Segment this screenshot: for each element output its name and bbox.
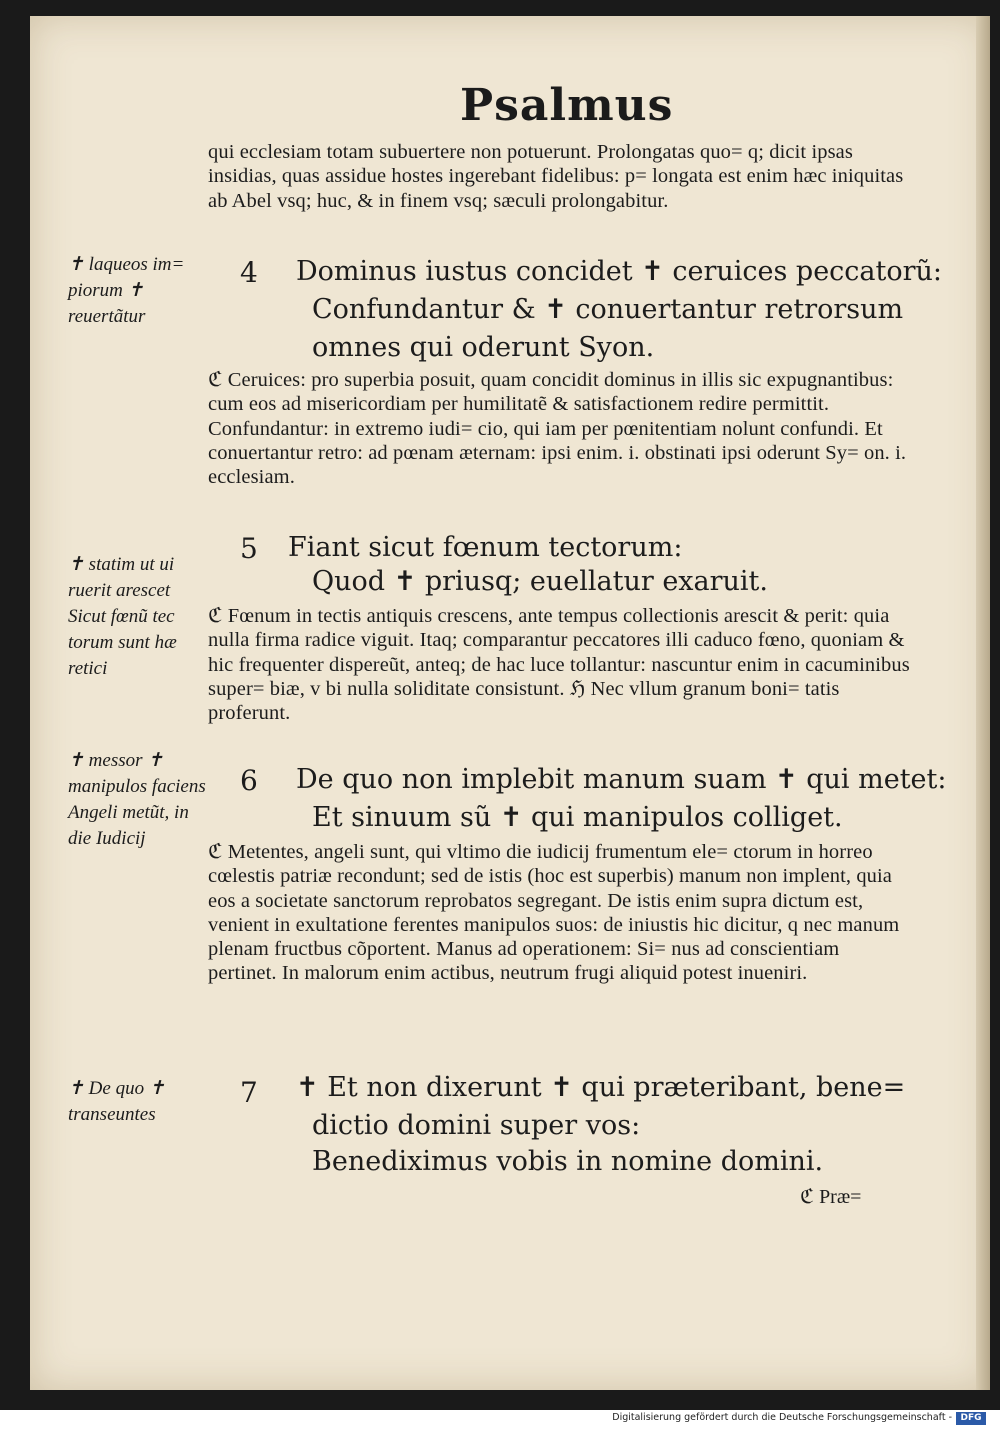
margin-note-4: ✝ De quo ✝ transeuntes bbox=[68, 1078, 165, 1125]
verse-line: Quod ✝ priusq; euellatur exaruit. bbox=[312, 566, 768, 597]
verse-line: Et sinuum sũ ✝ qui manipulos colliget. bbox=[312, 802, 843, 833]
opening-lines: qui ecclesiam totam subuertere non potuerunt. Prolongatas quo= q; dicit ipsas insidias, quas assidue hostes ingerebant fidelibus: p= longata est enim hæc iniquitas ab Abel vsq; huc, & in finem vsq; sæculi prolongabitur. bbox=[208, 141, 904, 212]
catchword: ℭ Præ= bbox=[800, 1186, 862, 1208]
verse-number: 7 bbox=[240, 1076, 258, 1109]
commentary: ℭ Fœnum in tectis antiquis crescens, ante tempus collectionis arescit & perit: quia nulla firma radice viguit. Itaq; comparantur peccatores illi caduco fœno, quoniam & hic frequenter dispereũt, anteq; de hac luce tollantur: nascuntur enim in cacuminibus super= biæ, v bi nulla soliditate consistunt. ℌ Nec vllum granum boni= tatis proferunt. bbox=[208, 605, 910, 725]
dfg-logo[interactable]: DFG bbox=[956, 1412, 986, 1425]
verse-line: Confundantur & ✝ conuertantur retrorsum bbox=[312, 294, 904, 325]
verse-line: Fiant sicut fœnum tectorum: bbox=[288, 532, 683, 563]
commentary: ℭ Ceruices: pro superbia posuit, quam concidit dominus in illis sic expugnantibus: cum eos ad misericordiam per humilitatẽ & satisfactionem redire permittit. Confundantur: in extremo iudi= cio, qui iam per pœnitentiam nolunt confundi. Et conuertantur retro: ad pœnam æternam: ipsi enim. i. obstinati ipsi oderunt Sy= on. i. ecclesiam. bbox=[208, 369, 907, 489]
running-head: Psalmus bbox=[460, 80, 674, 131]
verse-number: 4 bbox=[240, 256, 258, 289]
verse-number: 6 bbox=[240, 764, 258, 797]
verse-number: 5 bbox=[240, 532, 258, 565]
margin-note-1: ✝ laqueos im= piorum ✝ reuertãtur bbox=[68, 254, 185, 327]
margin-note-3: ✝ messor ✝ manipulos faciens Angeli metũt, in die Iudicij bbox=[68, 750, 206, 849]
page-edge bbox=[976, 16, 990, 1390]
footer-credit: Digitalisierung gefördert durch die Deutsche Forschungsgemeinschaft - bbox=[612, 1412, 952, 1423]
footer bbox=[0, 1410, 1000, 1429]
verse-line: dictio domini super vos: bbox=[312, 1110, 641, 1141]
margin-note-2: ✝ statim ut ui ruerit arescet Sicut fœnũ tec torum sunt hæ retici bbox=[68, 554, 177, 679]
verse-line: omnes qui oderunt Syon. bbox=[312, 332, 655, 363]
verse-line: De quo non implebit manum suam ✝ qui metet: bbox=[296, 764, 947, 795]
commentary: ℭ Metentes, angeli sunt, qui vltimo die iudicij frumentum ele= ctorum in horreo cœlestis patriæ recondunt; sed de istis (hoc est superbis) manum non implent, quia eos a societate sanctorum reprobatos segregant. De istis enim supra dictum est, venient in exultatione ferentes manipulos suos: de iniustis hic dicitur, q nec manum plenam fructbus cõportent. Manus ad operationem: Si= nus ad conscientiam pertinet. In malorum enim actibus, neutrum frugi aliquid potest inueniri. bbox=[208, 841, 900, 985]
verse-line: Benediximus vobis in nomine domini. bbox=[312, 1146, 824, 1177]
verse-line: Dominus iustus concidet ✝ ceruices peccatorũ: bbox=[296, 256, 943, 287]
verse-line: ✝ Et non dixerunt ✝ qui præteribant, bene= bbox=[296, 1072, 906, 1103]
